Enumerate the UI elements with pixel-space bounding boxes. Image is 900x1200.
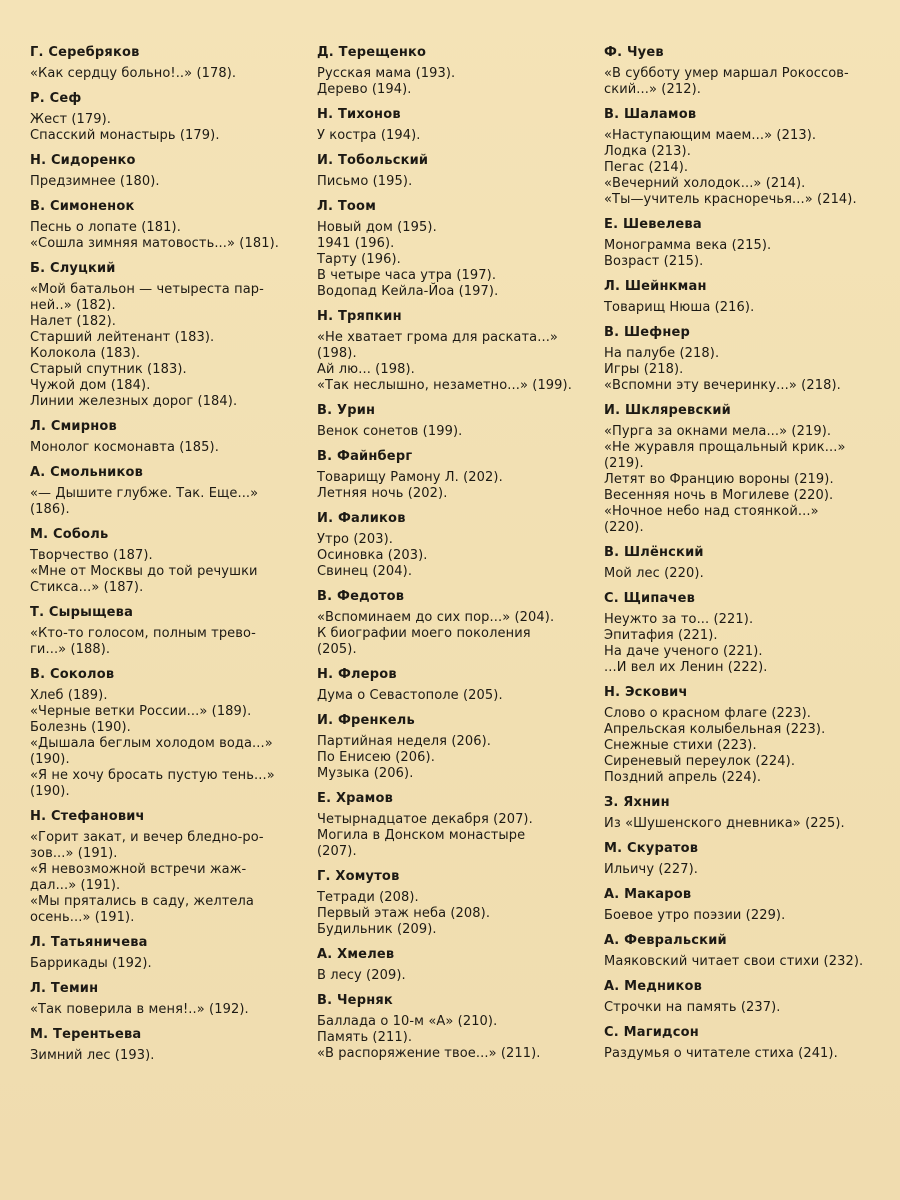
index-entry (604, 590, 876, 676)
author-name: А. Смольников (30, 465, 144, 480)
work-line: Поздний апрель (224). (604, 770, 762, 785)
work-line: Старый спутник (183). (30, 362, 187, 377)
index-entry (317, 44, 583, 98)
author-name: А. Макаров (604, 887, 692, 902)
author-name: Н. Флеров (317, 667, 397, 682)
work-line: осень...» (191). (30, 910, 135, 925)
work-line: Строчки на память (237). (604, 1000, 781, 1015)
index-entry (30, 666, 302, 800)
work-line: Баррикады (192). (30, 956, 152, 971)
work-line: Ильичу (227). (604, 862, 699, 877)
index-entry (317, 666, 583, 704)
work-line: Баллада о 10-м «А» (210). (317, 1014, 498, 1029)
index-entry (317, 868, 583, 938)
work-line: Старший лейтенант (183). (30, 330, 215, 345)
work-line: Песнь о лопате (181). (30, 220, 181, 235)
index-entry (30, 526, 302, 596)
work-line: Апрельская колыбельная (223). (604, 722, 826, 737)
author-name: Б. Слуцкий (30, 261, 116, 276)
author-name: С. Щипачев (604, 591, 696, 606)
index-entry (317, 790, 583, 860)
work-line: «Горит закат, и вечер бледно-ро- (30, 830, 264, 845)
work-line: Музыка (206). (317, 766, 414, 781)
author-name: А. Хмелев (317, 947, 395, 962)
index-entry (604, 978, 876, 1016)
work-line: На даче ученого (221). (604, 644, 763, 659)
work-line: (219). (604, 456, 644, 471)
work-line: Утро (203). (317, 532, 394, 547)
index-entry (30, 90, 302, 144)
work-line: Предзимнее (180). (30, 174, 160, 189)
work-line: «Сошла зимняя матовость...» (181). (30, 236, 279, 251)
index-entry (604, 106, 876, 208)
index-entry (30, 464, 302, 518)
work-line: «Мы прятались в саду, желтела (30, 894, 254, 909)
work-line: Мой лес (220). (604, 566, 704, 581)
author-name: Л. Темин (30, 981, 99, 996)
work-line: Из «Шушенского дневника» (225). (604, 816, 845, 831)
index-entry (604, 794, 876, 832)
work-line: «Дышала беглым холодом вода...» (30, 736, 273, 751)
index-column-2 (317, 44, 583, 1062)
work-line: «Черные ветки России...» (189). (30, 704, 252, 719)
work-line: Хлеб (189). (30, 688, 108, 703)
work-line: Водопад Кейла-Йоа (197). (317, 284, 499, 299)
author-name: В. Шаламов (604, 107, 697, 122)
index-entry (30, 604, 302, 658)
index-entry (604, 544, 876, 582)
work-line: В четыре часа утра (197). (317, 268, 497, 283)
work-line: Русская мама (193). (317, 66, 456, 81)
index-entry (604, 402, 876, 536)
index-entry (604, 684, 876, 786)
author-name: Е. Шевелева (604, 217, 702, 232)
author-name: С. Магидсон (604, 1025, 699, 1040)
work-line: Монолог космонавта (185). (30, 440, 219, 455)
index-entry (317, 588, 583, 658)
work-line: Жест (179). (30, 112, 112, 127)
index-entry (604, 324, 876, 394)
author-name: В. Черняк (317, 993, 393, 1008)
work-line: Раздумья о читателе стиха (241). (604, 1046, 838, 1061)
work-line: На палубе (218). (604, 346, 720, 361)
work-line: Товарищу Рамону Л. (202). (317, 470, 503, 485)
work-line: ней..» (182). (30, 298, 116, 313)
index-entry (604, 44, 876, 98)
work-line: «В распоряжение твое...» (211). (317, 1046, 541, 1061)
work-line: Новый дом (195). (317, 220, 437, 235)
work-line: Могила в Донском монастыре (317, 828, 526, 843)
work-line: Болезнь (190). (30, 720, 131, 735)
work-line: Тетради (208). (317, 890, 419, 905)
author-name: Г. Серебряков (30, 45, 140, 60)
work-line: «Не журавля прощальный крик...» (604, 440, 846, 455)
index-entry (317, 152, 583, 190)
author-name: Р. Сеф (30, 91, 82, 106)
work-line: Неужто за то... (221). (604, 612, 754, 627)
work-line: «Я не хочу бросать пустую тень...» (30, 768, 275, 783)
work-line: Товарищ Нюша (216). (604, 300, 755, 315)
author-name: А. Февральский (604, 933, 727, 948)
work-line: «В субботу умер маршал Рокоссов- (604, 66, 849, 81)
index-entry (30, 44, 302, 82)
work-line: Налет (182). (30, 314, 117, 329)
work-line: ги...» (188). (30, 642, 111, 657)
work-line: ский...» (212). (604, 82, 701, 97)
author-name: Н. Тряпкин (317, 309, 402, 324)
index-column-1 (30, 44, 302, 1064)
author-name: М. Соболь (30, 527, 109, 542)
work-line: «Вспоминаем до сих пор...» (204). (317, 610, 555, 625)
index-entry (317, 308, 583, 394)
work-line: зов...» (191). (30, 846, 118, 861)
index-entry (317, 198, 583, 300)
index-entry (317, 106, 583, 144)
work-line: Первый этаж неба (208). (317, 906, 491, 921)
work-line: У костра (194). (317, 128, 421, 143)
author-name: В. Шлёнский (604, 545, 704, 560)
index-entry (30, 152, 302, 190)
author-name: Е. Храмов (317, 791, 394, 806)
author-name: В. Урин (317, 403, 376, 418)
index-entry (317, 448, 583, 502)
author-name: М. Скуратов (604, 841, 699, 856)
index-entry (30, 198, 302, 252)
work-line: Сиреневый переулок (224). (604, 754, 796, 769)
work-line: Творчество (187). (30, 548, 153, 563)
author-name: И. Френкель (317, 713, 415, 728)
work-line: «Как сердцу больно!..» (178). (30, 66, 237, 81)
index-entry (30, 260, 302, 410)
author-name: Л. Татьяничева (30, 935, 148, 950)
work-line: «Так поверила в меня!..» (192). (30, 1002, 249, 1017)
work-line: Снежные стихи (223). (604, 738, 757, 753)
index-entry (317, 510, 583, 580)
work-line: Четырнадцатое декабря (207). (317, 812, 533, 827)
index-entry (317, 946, 583, 984)
work-line: (186). (30, 502, 70, 517)
index-entry (317, 992, 583, 1062)
work-line: Дума о Севастополе (205). (317, 688, 503, 703)
author-name: Н. Эскович (604, 685, 688, 700)
work-line: Колокола (183). (30, 346, 141, 361)
author-name: И. Тобольский (317, 153, 429, 168)
author-name: Т. Сырыщева (30, 605, 134, 620)
work-line: «Мне от Москвы до той речушки (30, 564, 258, 579)
index-entry (604, 840, 876, 878)
work-line: Зимний лес (193). (30, 1048, 155, 1063)
work-line: ...И вел их Ленин (222). (604, 660, 768, 675)
work-line: «Кто-то голосом, полным трево- (30, 626, 256, 641)
index-entry (604, 932, 876, 970)
work-line: Венок сонетов (199). (317, 424, 463, 439)
author-name: В. Соколов (30, 667, 115, 682)
index-entry (30, 980, 302, 1018)
work-line: «Наступающим маем...» (213). (604, 128, 817, 143)
work-line: «Так неслышно, незаметно...» (199). (317, 378, 572, 393)
work-line: (190). (30, 752, 70, 767)
author-name: Н. Сидоренко (30, 153, 136, 168)
work-line: Ай лю... (198). (317, 362, 415, 377)
author-name: З. Яхнин (604, 795, 670, 810)
author-name: В. Симоненок (30, 199, 135, 214)
work-line: Боевое утро поэзии (229). (604, 908, 786, 923)
work-line: Память (211). (317, 1030, 413, 1045)
work-line: Партийная неделя (206). (317, 734, 492, 749)
author-name: А. Медников (604, 979, 703, 994)
author-name: Л. Тоом (317, 199, 377, 214)
work-line: «Вечерний холодок...» (214). (604, 176, 806, 191)
work-line: В лесу (209). (317, 968, 406, 983)
index-entry (604, 1024, 876, 1062)
work-line: Чужой дом (184). (30, 378, 151, 393)
work-line: Маяковский читает свои стихи (232). (604, 954, 864, 969)
work-line: Дерево (194). (317, 82, 412, 97)
work-line: «Мой батальон — четыреста пар- (30, 282, 264, 297)
index-entry (30, 1026, 302, 1064)
work-line: «— Дышите глубже. Так. Еще...» (30, 486, 259, 501)
index-entry (317, 712, 583, 782)
author-name: Л. Шейнкман (604, 279, 707, 294)
index-entry (30, 934, 302, 972)
work-line: 1941 (196). (317, 236, 395, 251)
work-line: Эпитафия (221). (604, 628, 718, 643)
author-name: Г. Хомутов (317, 869, 400, 884)
index-entry (604, 216, 876, 270)
index-entry (604, 886, 876, 924)
work-line: Свинец (204). (317, 564, 413, 579)
author-name: Н. Тихонов (317, 107, 401, 122)
work-line: дал...» (191). (30, 878, 121, 893)
work-line: Летняя ночь (202). (317, 486, 448, 501)
index-entry (317, 402, 583, 440)
author-name: В. Шефнер (604, 325, 691, 340)
work-line: (190). (30, 784, 70, 799)
work-line: «Ты—учитель красноречья...» (214). (604, 192, 857, 207)
author-name: В. Федотов (317, 589, 405, 604)
work-line: (207). (317, 844, 357, 859)
work-line: Тарту (196). (317, 252, 401, 267)
author-name: Л. Смирнов (30, 419, 117, 434)
author-name: И. Фаликов (317, 511, 406, 526)
work-line: По Енисею (206). (317, 750, 435, 765)
index-entry (30, 418, 302, 456)
author-name: Н. Стефанович (30, 809, 145, 824)
work-line: Линии железных дорог (184). (30, 394, 238, 409)
work-line: «Ночное небо над стоянкой...» (604, 504, 819, 519)
work-line: Летят во Францию вороны (219). (604, 472, 834, 487)
work-line: К биографии моего поколения (317, 626, 531, 641)
work-line: Будильник (209). (317, 922, 437, 937)
work-line: (220). (604, 520, 644, 535)
index-column-3 (604, 44, 876, 1062)
work-line: «Не хватает грома для раската...» (317, 330, 558, 345)
work-line: Осиновка (203). (317, 548, 428, 563)
work-line: Монограмма века (215). (604, 238, 772, 253)
work-line: Весенняя ночь в Могилеве (220). (604, 488, 834, 503)
author-name: Ф. Чуев (604, 45, 664, 60)
work-line: (198). (317, 346, 357, 361)
work-line: Возраст (215). (604, 254, 704, 269)
work-line: Лодка (213). (604, 144, 691, 159)
index-entry (604, 278, 876, 316)
work-line: «Вспомни эту вечеринку...» (218). (604, 378, 841, 393)
author-name: М. Терентьева (30, 1027, 142, 1042)
work-line: (205). (317, 642, 357, 657)
work-line: Слово о красном флаге (223). (604, 706, 812, 721)
author-name: И. Шкляревский (604, 403, 731, 418)
author-name: Д. Терещенко (317, 45, 427, 60)
work-line: Письмо (195). (317, 174, 413, 189)
index-entry (30, 808, 302, 926)
work-line: Стикса...» (187). (30, 580, 144, 595)
work-line: «Я невозможной встречи жаж- (30, 862, 247, 877)
author-name: В. Файнберг (317, 449, 413, 464)
work-line: Спасский монастырь (179). (30, 128, 220, 143)
work-line: Пегас (214). (604, 160, 689, 175)
work-line: Игры (218). (604, 362, 684, 377)
work-line: «Пурга за окнами мела...» (219). (604, 424, 832, 439)
